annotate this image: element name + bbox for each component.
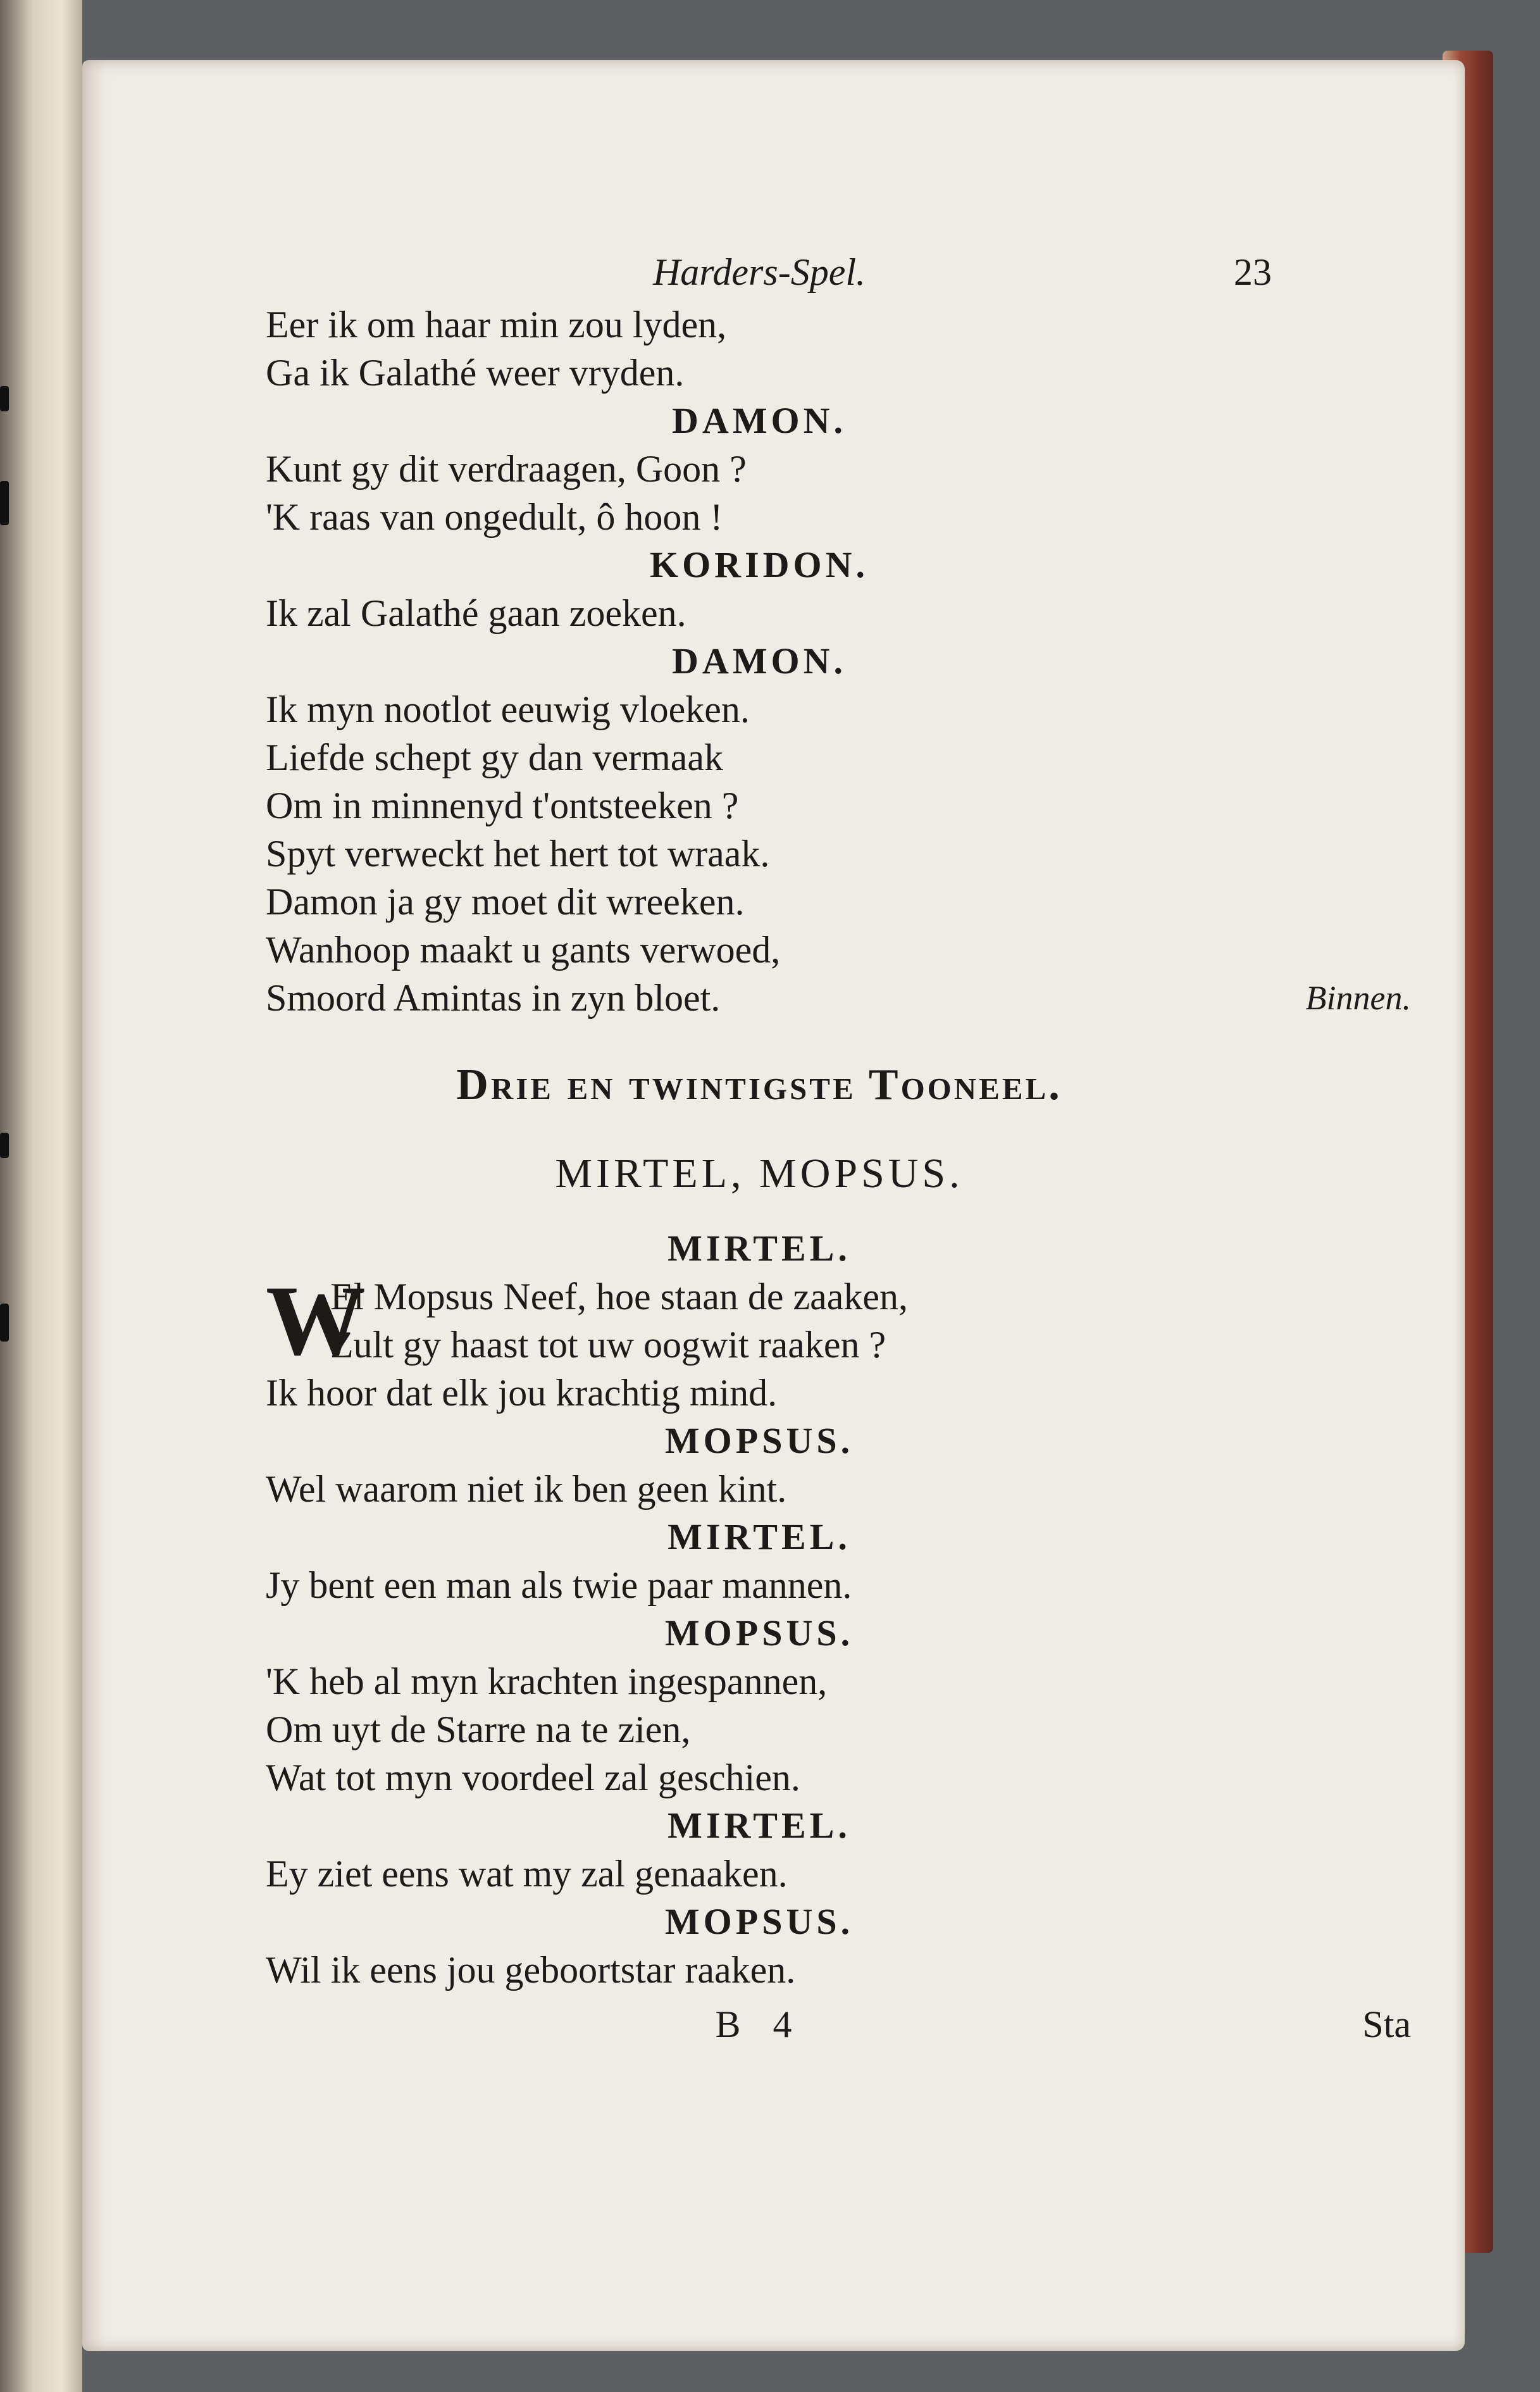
running-title: Harders-Spel.	[652, 251, 866, 293]
speaker-name: DAMON.	[671, 640, 847, 682]
speaker-name: MIRTEL.	[668, 1228, 851, 1269]
dropcap-block	[266, 1266, 1253, 1376]
verse-line: Wil ik eens jou geboortstar raaken.	[266, 1949, 796, 1991]
verse-line: Kunt gy dit verdraagen, Goon ?	[266, 448, 747, 490]
verse-line: Om in minnenyd t'ontsteeken ?	[266, 785, 739, 826]
speaker-name: DAMON.	[671, 400, 847, 441]
ink-mark	[0, 481, 9, 525]
dialogue-block-1	[266, 301, 1253, 974]
verse-line: Eer ik om haar min zou lyden,	[266, 304, 727, 346]
verse-line: Jy bent een man als twie paar mannen.	[266, 1564, 852, 1606]
verse-line: Zult gy haast tot uw oogwit raaken ?	[330, 1324, 886, 1366]
verse-line: Wel waarom niet ik ben geen kint.	[266, 1468, 787, 1510]
page-footer	[266, 1998, 1411, 2051]
verse-line: Liefde schept gy dan vermaak	[266, 737, 724, 778]
page-text	[266, 244, 1411, 2051]
speaker-name: MOPSUS.	[664, 1420, 854, 1461]
verse-line: Wanhoop maakt u gants verwoed,	[266, 929, 781, 971]
page-number: 23	[1234, 251, 1272, 293]
dropcap-letter: W	[266, 1266, 366, 1376]
running-head	[266, 244, 1272, 301]
verse-line: Ik hoor dat elk jou krachtig mind.	[266, 1372, 778, 1414]
stage-direction: Binnen.	[1305, 979, 1411, 1017]
speaker-name: MOPSUS.	[664, 1901, 854, 1942]
dialogue-block-2	[266, 1369, 1253, 1994]
verse-line: Ey ziet eens wat my zal genaaken.	[266, 1853, 788, 1895]
speaker-name: KORIDON.	[649, 544, 869, 585]
speaker-name: MIRTEL.	[668, 1516, 851, 1557]
speaker-name: MOPSUS.	[664, 1612, 854, 1654]
verse-line: Ik zal Galathé gaan zoeken.	[266, 592, 686, 634]
ink-mark	[0, 1304, 9, 1342]
verse-line: Ga ik Galathé weer vryden.	[266, 352, 685, 394]
verse-line: 'K raas van ongedult, ô hoon !	[266, 496, 723, 538]
speaker-name: MIRTEL.	[668, 1805, 851, 1846]
scene-characters: MIRTEL, MOPSUS.	[555, 1150, 964, 1197]
facing-page-edge	[0, 0, 82, 2392]
catchword: Sta	[1362, 2003, 1411, 2045]
verse-line: 'K heb al myn krachten ingespannen,	[266, 1660, 828, 1702]
verse-line: Damon ja gy moet dit wreeken.	[266, 881, 745, 923]
verse-line: Wat tot myn voordeel zal geschien.	[266, 1757, 800, 1798]
verse-line: Ik myn nootlot eeuwig vloeken.	[266, 688, 750, 730]
stage-line	[266, 974, 1411, 1022]
verse-line: Smoord Amintas in zyn bloet.	[266, 977, 721, 1019]
book-page	[82, 60, 1465, 2351]
verse-line: Spyt verweckt het hert tot wraak.	[266, 833, 770, 875]
ink-mark	[0, 1133, 9, 1158]
ink-mark	[0, 386, 9, 411]
scene-heading: Drie en twintigste Tooneel.	[456, 1061, 1062, 1109]
verse-line: El Mopsus Neef, hoe staan de zaaken,	[330, 1276, 909, 1317]
signature-mark: B 4	[715, 2003, 804, 2045]
verse-line: Om uyt de Starre na te zien,	[266, 1709, 691, 1750]
